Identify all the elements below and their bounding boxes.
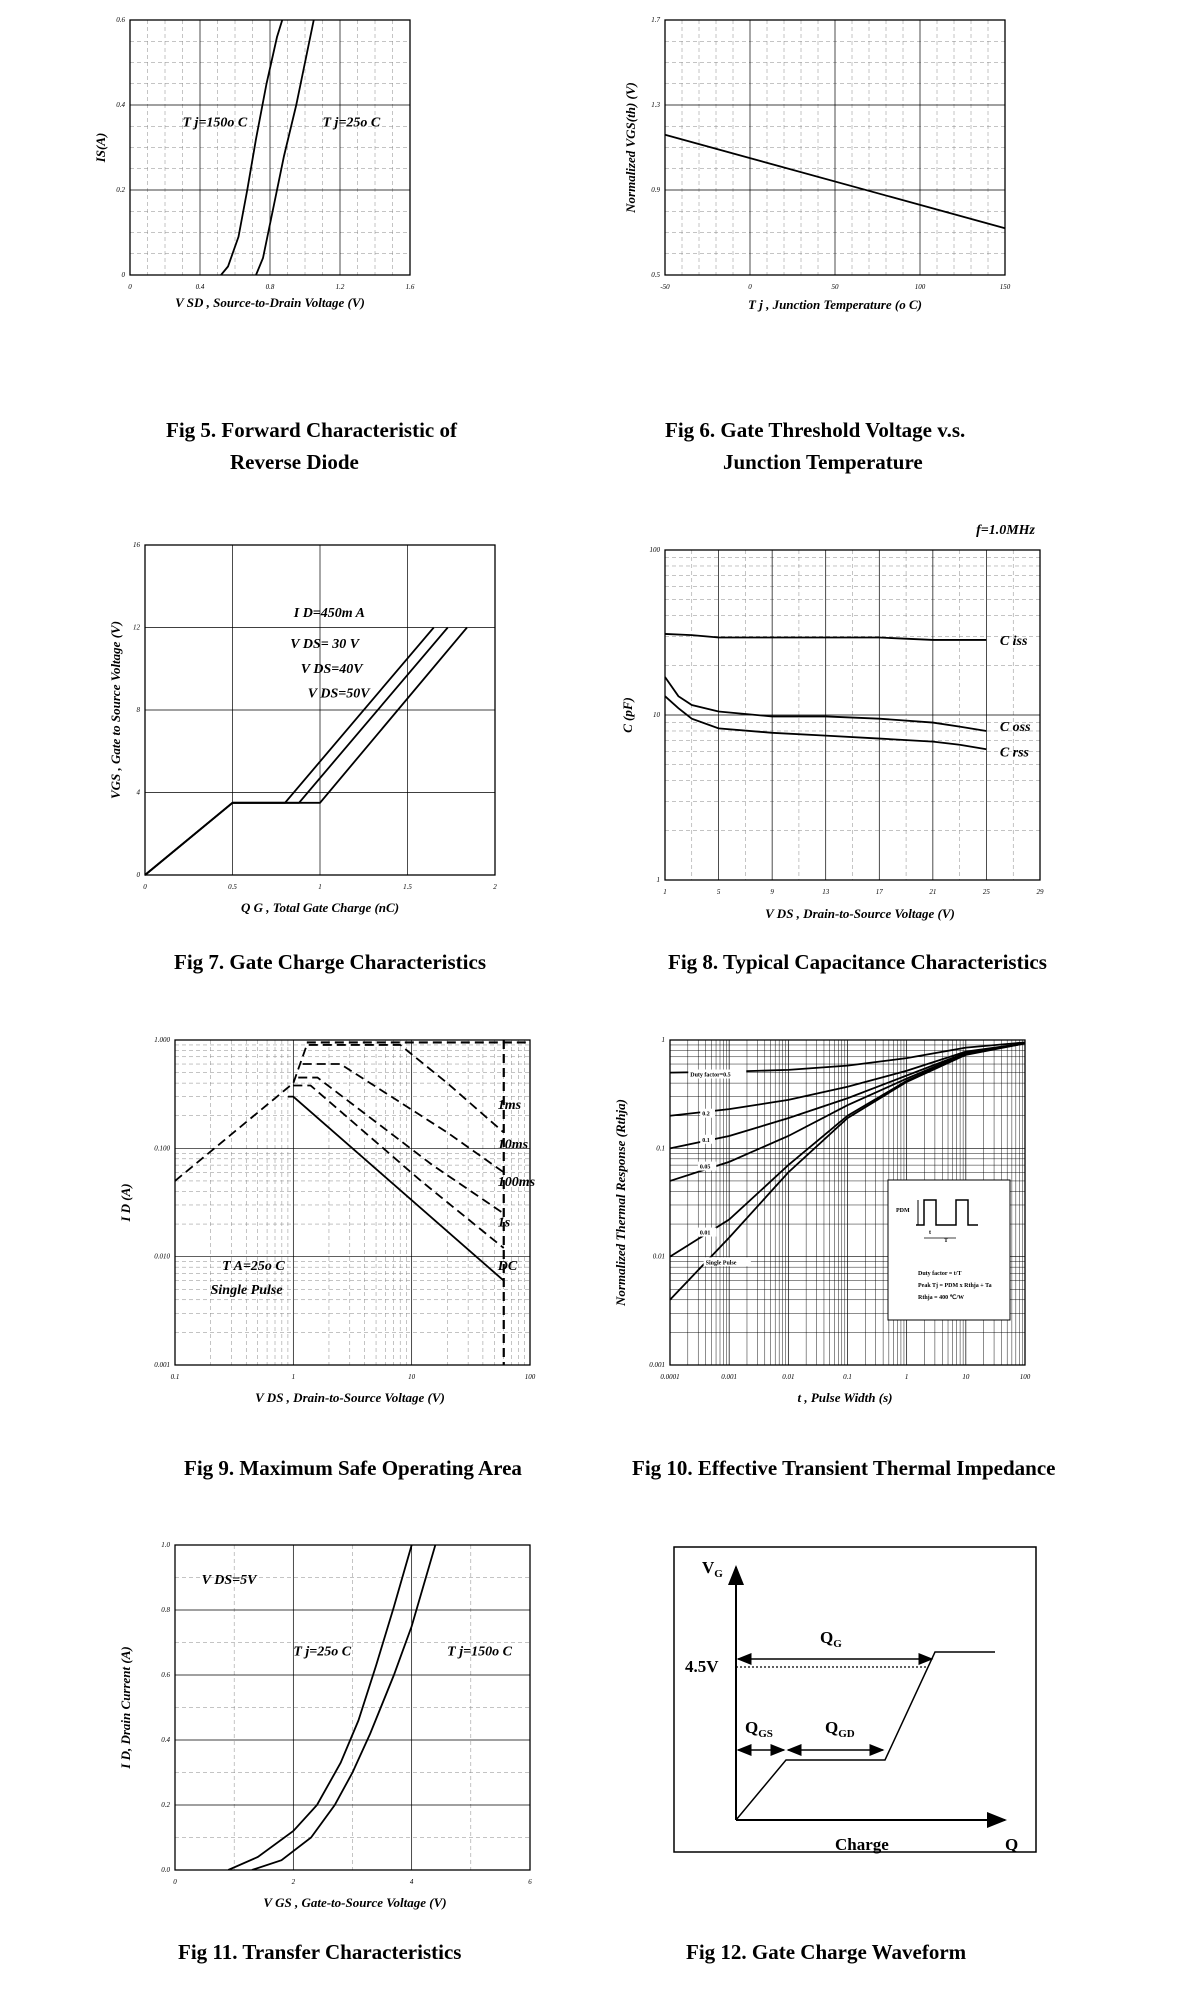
fig5-series-tj25	[256, 3, 317, 275]
fig10-ytick: 0.001	[649, 1361, 665, 1369]
fig11-panel	[115, 1535, 555, 1925]
fig8-annotation-freq: f=1.0MHz	[976, 523, 1035, 538]
fig9-xtick: 100	[524, 1373, 536, 1381]
fig11-xtick: 4	[409, 1878, 414, 1886]
fig9-xtick: 0.1	[170, 1373, 180, 1381]
fig8-xtick: 25	[982, 888, 990, 896]
fig7-ytick: 16	[133, 541, 140, 549]
fig10-ytick: 1	[661, 1036, 665, 1044]
fig5-xtick: 1.2	[335, 283, 345, 291]
fig8-annotation-coss: C oss	[999, 719, 1031, 735]
fig10-xtick: 10	[962, 1373, 970, 1381]
fig10-panel	[610, 1030, 1050, 1420]
fig8-chart	[610, 520, 1050, 935]
fig7-annotation-vds30: V DS= 30 V	[290, 637, 360, 653]
fig12-label-charge: Charge	[835, 1835, 889, 1854]
fig10-annotation-2: 0.1	[702, 1137, 710, 1144]
fig11-ytick: 0.6	[161, 1671, 170, 1679]
fig10-annotation-0: Duty factor=0.5	[690, 1072, 731, 1079]
fig6-xtick: 0	[748, 283, 752, 291]
fig5-panel	[93, 15, 540, 395]
fig6-xtick: -50	[660, 283, 670, 291]
fig9-annotation-0: 1ms	[497, 1098, 522, 1114]
fig12-label-45v: 4.5V	[685, 1657, 719, 1676]
fig7-ytick: 12	[133, 623, 140, 632]
fig10-xtick: 0.0001	[660, 1373, 680, 1381]
fig7-xtick: 0	[143, 883, 147, 891]
fig7-ylabel: VGS , Gate to Source Voltage (V)	[108, 620, 123, 800]
fig8-caption: Fig 8. Typical Capacitance Characteristics	[668, 950, 1047, 974]
fig8-xtick: 29	[1036, 888, 1044, 896]
fig11-ytick: 1.0	[161, 1541, 170, 1549]
fig6-ytick: 1.7	[651, 16, 660, 24]
fig7-chart	[108, 535, 555, 935]
fig10-ytick: 0.1	[656, 1144, 665, 1153]
fig11-ytick: 0.0	[161, 1866, 170, 1874]
fig7-series-0	[145, 628, 434, 876]
fig5-ytick: 0	[121, 271, 125, 279]
fig12-waveform	[736, 1652, 995, 1820]
fig10-xlabel: t , Pulse Width (s)	[797, 1390, 893, 1405]
fig7-xtick: 1	[318, 883, 322, 891]
fig10-xtick: 1	[904, 1373, 909, 1381]
fig11-annotation-tj25: T j=25o C	[293, 1644, 352, 1660]
fig5-xtick: 0.4	[195, 283, 205, 291]
fig8-xtick: 13	[822, 888, 830, 896]
fig8-xtick: 1	[663, 888, 667, 896]
fig10-inset-peak: Peak Tj = PDM x Rthja + Ta	[918, 1283, 992, 1289]
fig11-ytick: 0.8	[161, 1606, 170, 1614]
fig7-ytick: 4	[136, 788, 140, 797]
fig8-xtick: 21	[929, 888, 937, 896]
fig5-xlabel: V SD , Source-to-Drain Voltage (V)	[175, 295, 365, 310]
fig8-ylabel: C (pF)	[620, 697, 635, 733]
fig5-xtick: 0.8	[265, 283, 275, 291]
fig5-annotation-tj150: T j=150o C	[182, 115, 248, 131]
fig8-annotation-ciss: C iss	[999, 634, 1028, 650]
fig7-panel	[108, 535, 555, 935]
fig10-xtick: 0.1	[843, 1373, 852, 1381]
fig9-annotation-3: 1s	[497, 1215, 511, 1231]
fig8-annotation-crss: C rss	[999, 745, 1030, 761]
fig11-chart	[115, 1535, 555, 1925]
fig11-annotation-vds: V DS=5V	[201, 1573, 257, 1588]
fig11-ylabel: I D, Drain Current (A)	[118, 1646, 133, 1769]
fig11-xtick: 2	[291, 1878, 296, 1886]
fig10-xtick: 100	[1019, 1373, 1031, 1381]
fig5-xtick: 1.6	[405, 283, 415, 291]
fig8-panel	[610, 520, 1050, 935]
fig11-xtick: 6	[528, 1878, 532, 1886]
fig5-ytick: 0.6	[116, 16, 125, 24]
fig9-ytick: 0.100	[154, 1144, 170, 1153]
fig6-xtick: 150	[999, 283, 1011, 291]
fig8-ytick: 10	[653, 711, 660, 719]
fig12-label-q: Q	[1005, 1835, 1019, 1854]
fig6-caption-line2: Junction Temperature	[723, 450, 923, 474]
fig9-annotation-ta: T A=25o C	[222, 1259, 285, 1275]
fig5-ytick: 0.4	[116, 101, 125, 109]
fig7-xtick: 2	[493, 883, 497, 891]
fig9-series-10ms	[303, 1064, 504, 1172]
fig11-ytick: 0.4	[161, 1736, 170, 1744]
fig7-xtick: 1.5	[403, 883, 412, 891]
fig7-annotation-vds50: V DS=50V	[307, 686, 370, 702]
fig6-xtick: 100	[914, 283, 926, 291]
fig9-annotation-single: Single Pulse	[210, 1283, 283, 1299]
fig9-series-1ms	[175, 1045, 504, 1181]
fig5-annotation-tj25: T j=25o C	[322, 115, 381, 131]
fig6-chart	[615, 15, 1055, 395]
fig9-series-DC	[288, 1097, 504, 1281]
fig5-series-tj150	[221, 3, 288, 275]
fig5-chart	[93, 15, 540, 395]
fig10-inset-t: t	[929, 1230, 931, 1236]
fig11-caption: Fig 11. Transfer Characteristics	[178, 1940, 462, 1964]
fig12-border	[674, 1547, 1036, 1852]
fig8-xlabel: V DS , Drain-to-Source Voltage (V)	[765, 906, 955, 921]
fig10-annotation-3: 0.05	[699, 1164, 711, 1171]
fig5-ytick: 0.2	[116, 186, 125, 194]
fig10-annotation-1: 0.2	[702, 1111, 710, 1118]
fig11-xlabel: V GS , Gate-to-Source Voltage (V)	[263, 1895, 447, 1910]
fig10-inset-duty: Duty factor = t/T	[918, 1271, 962, 1277]
fig11-annotation-tj150: T j=150o C	[447, 1644, 512, 1660]
fig7-ytick: 0	[136, 871, 140, 879]
fig9-annotation-1: 10ms	[497, 1137, 529, 1153]
fig9-xtick: 10	[408, 1373, 416, 1381]
fig7-xlabel: Q G , Total Gate Charge (nC)	[240, 900, 400, 915]
fig6-ytick: 1.3	[651, 101, 660, 109]
fig10-chart	[610, 1030, 1050, 1420]
fig12-label-vg: $V_G$	[702, 1558, 723, 1580]
fig9-xlabel: V DS , Drain-to-Source Voltage (V)	[255, 1390, 445, 1405]
fig7-xtick: 0.5	[228, 883, 237, 891]
fig9-ytick: 1.000	[154, 1036, 170, 1044]
fig6-caption-line1: Fig 6. Gate Threshold Voltage v.s.	[665, 418, 966, 442]
fig10-annotation-5: Single Pulse	[705, 1260, 737, 1267]
fig8-ytick: 1	[656, 876, 660, 884]
fig12-label-qg: $Q_G$	[820, 1628, 842, 1650]
fig10-xtick: 0.001	[721, 1373, 738, 1381]
fig11-ytick: 0.2	[161, 1801, 170, 1809]
fig10-xtick: 0.01	[782, 1373, 795, 1381]
fig9-xtick: 1	[291, 1373, 296, 1381]
plot-frame	[175, 1040, 530, 1365]
fig6-panel	[615, 15, 1055, 395]
fig8-xtick: 17	[875, 888, 883, 896]
fig10-caption: Fig 10. Effective Transient Thermal Impedance	[632, 1456, 1056, 1480]
fig10-annotation-4: 0.01	[699, 1230, 711, 1237]
fig9-caption: Fig 9. Maximum Safe Operating Area	[184, 1456, 522, 1480]
fig9-ytick: 0.001	[154, 1361, 170, 1369]
fig10-inset-T: T	[943, 1238, 949, 1244]
fig7-ytick: 8	[136, 706, 140, 714]
fig10-ylabel: Normalized Thermal Response (Rthja)	[613, 1099, 628, 1306]
fig5-xtick: 0	[128, 283, 132, 291]
fig6-xtick: 50	[831, 283, 839, 291]
fig7-caption: Fig 7. Gate Charge Characteristics	[174, 950, 486, 974]
fig6-xlabel: T j , Junction Temperature (o C)	[748, 297, 922, 312]
fig9-chart	[115, 1030, 555, 1420]
fig11-xtick: 0	[173, 1878, 177, 1886]
fig5-ylabel: IS(A)	[93, 132, 108, 163]
fig8-xtick: 9	[770, 888, 774, 896]
fig9-ylabel: I D (A)	[118, 1183, 133, 1222]
fig6-ytick: 0.9	[651, 186, 660, 194]
fig12-caption: Fig 12. Gate Charge Waveform	[686, 1940, 967, 1964]
fig5-caption-line1: Fig 5. Forward Characteristic of	[166, 418, 457, 442]
fig9-series-1s	[293, 1086, 503, 1249]
fig10-inset-rth: Rthja = 400 ℃/W	[918, 1295, 964, 1301]
fig6-ylabel: Normalized VGS(th) (V)	[623, 82, 638, 213]
fig8-xtick: 5	[716, 888, 721, 896]
fig12-panel	[670, 1545, 1040, 1855]
fig9-panel	[115, 1030, 555, 1420]
fig10-inset-pdm: PDM	[896, 1208, 910, 1214]
fig12-label-qgd: $Q_{GD}$	[825, 1718, 855, 1740]
fig9-ytick: 0.010	[154, 1252, 170, 1261]
fig6-ytick: 0.5	[651, 271, 660, 279]
fig12-label-qgs: $Q_{GS}$	[745, 1718, 773, 1740]
fig7-annotation-id: I D=450m A	[293, 606, 365, 622]
fig10-ytick: 0.01	[652, 1252, 665, 1261]
fig5-caption-line2: Reverse Diode	[230, 450, 359, 474]
fig9-annotation-2: 100ms	[497, 1174, 536, 1190]
fig7-annotation-vds40: V DS=40V	[300, 661, 363, 677]
fig9-annotation-4: DC	[497, 1259, 518, 1275]
fig12-diagram	[670, 1545, 1040, 1855]
fig8-ytick: 100	[649, 546, 660, 554]
